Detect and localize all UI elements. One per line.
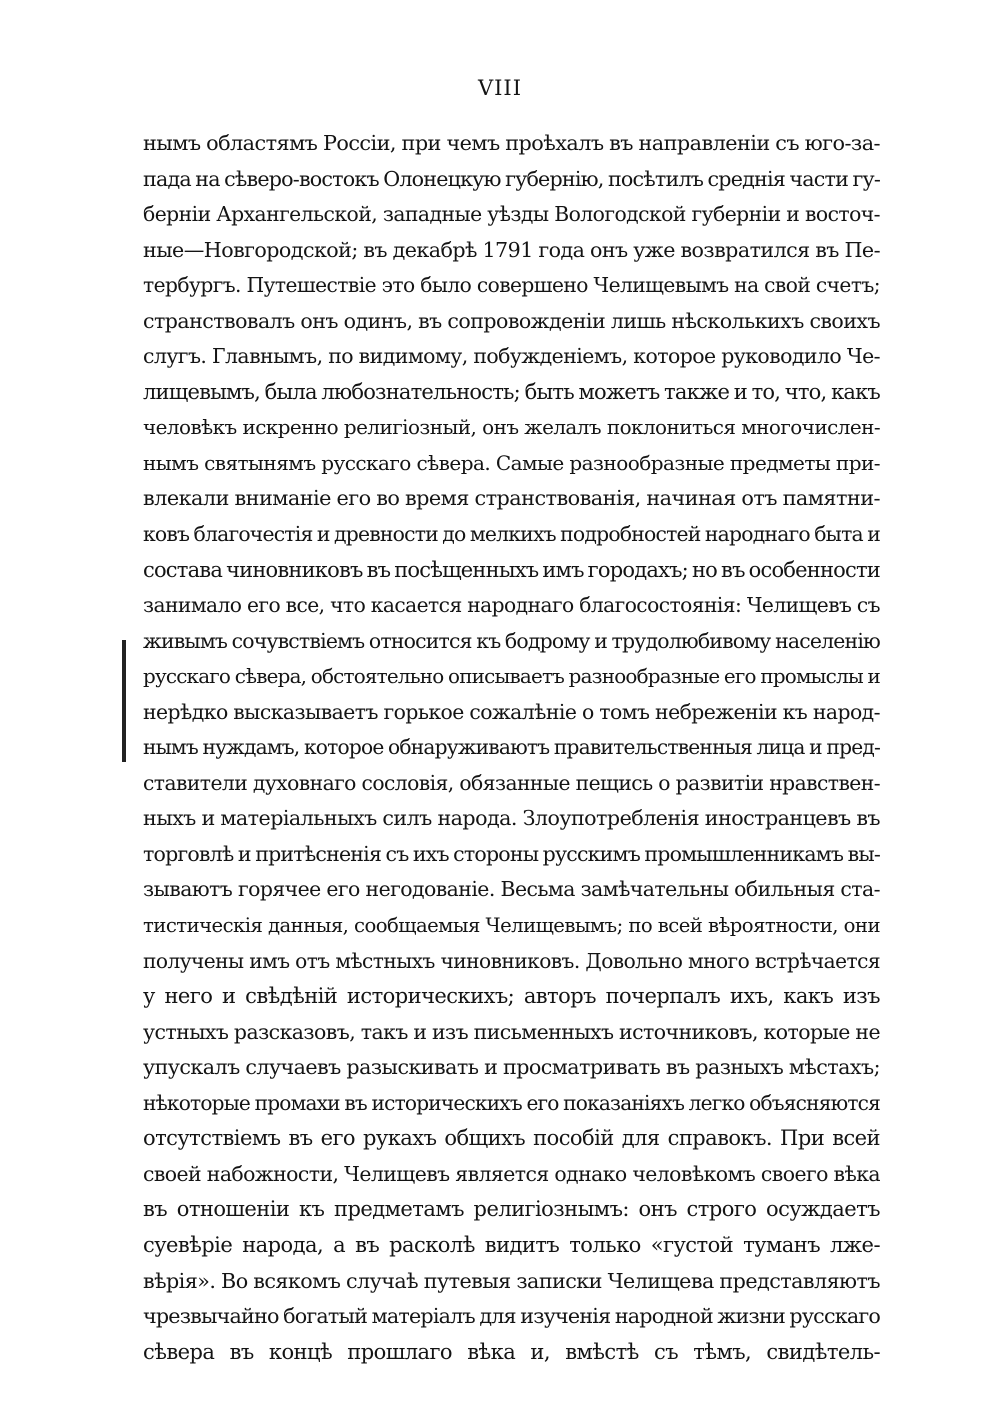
text-line: нымъ святынямъ русскаго сѣвера. Самые разнообразные предметы при- — [143, 450, 880, 475]
text-line: странствовалъ онъ одинъ, въ сопровожденіи лишь нѣсколькихъ своихъ — [143, 308, 880, 333]
text-line: упускалъ случаевъ разыскивать и просматривать въ разныхъ мѣстахъ; — [143, 1055, 880, 1080]
text-line: своей набожности, Челищевъ является однако человѣкомъ своего вѣка — [143, 1161, 880, 1186]
margin-mark — [122, 640, 126, 762]
text-line: нымъ областямъ Россіи, при чемъ проѣхалъ въ направленіи съ юго-за- — [143, 131, 880, 155]
text-line: состава чиновниковъ въ посѣщенныхъ имъ городахъ; но въ особенности — [143, 557, 880, 582]
text-line: устныхъ разсказовъ, такъ и изъ письменныхъ источниковъ, которые не — [143, 1019, 880, 1044]
text-line: тистическія данныя, сообщаемыя Челищевымъ; по всей вѣроятности, они — [143, 914, 880, 938]
text-line: торговлѣ и притѣсненія съ ихъ стороны русскимъ промышленникамъ вы- — [143, 841, 880, 866]
text-line: сѣвера въ концѣ прошлаго вѣка и, вмѣстѣ съ тѣмъ, свидѣтель- — [143, 1339, 880, 1364]
text-line: человѣкъ искренно религіозный, онъ желалъ поклониться многочислен- — [143, 415, 880, 440]
text-line: слугъ. Главнымъ, по видимому, побужденіемъ, которое руководило Че- — [143, 344, 880, 369]
text-line: нымъ нуждамъ, которое обнаруживаютъ правительственныя лица и пред- — [143, 735, 880, 760]
text-line: зываютъ горячее его негодованіе. Весьма замѣчательны обильныя ста- — [143, 877, 880, 902]
text-line: отсутствіемъ въ его рукахъ общихъ пособій для справокъ. При всей — [143, 1126, 880, 1151]
text-line: лищевымъ, была любознательность; быть можетъ также и то, что, какъ — [143, 379, 880, 404]
text-line: получены имъ отъ мѣстныхъ чиновниковъ. Довольно много встрѣчается — [143, 948, 880, 973]
text-line: вѣрія». Во всякомъ случаѣ путевыя записки Челищева представляютъ — [143, 1268, 880, 1293]
text-line: ковъ благочестія и древности до мелкихъ подробностей народнаго быта и — [143, 522, 880, 547]
text-line: чрезвычайно богатый матеріалъ для изученія народной жизни русскаго — [143, 1304, 880, 1329]
text-line: пада на сѣверо-востокъ Олонецкую губернію, посѣтилъ среднія части гу- — [143, 166, 880, 191]
body-text — [143, 126, 880, 1370]
text-line: суевѣріе народа, а въ расколѣ видитъ только «густой туманъ лже- — [143, 1232, 880, 1257]
text-line: живымъ сочувствіемъ относится къ бодрому и трудолюбивому населенію — [143, 628, 880, 653]
text-line: ные—Новгородской; въ декабрѣ 1791 года онъ уже возвратился въ Пе- — [143, 237, 880, 262]
text-line: нерѣдко высказываетъ горькое сожалѣніе о томъ небреженіи къ народ- — [143, 699, 880, 724]
text-line: занимало его все, что касается народнаго благосостоянія: Челищевъ съ — [143, 593, 880, 618]
text-line: русскаго сѣвера, обстоятельно описываетъ разнообразные его промыслы и — [143, 665, 880, 689]
text-line: ныхъ и матеріальныхъ силъ народа. Злоупотребленія иностранцевъ въ — [143, 806, 880, 831]
text-line: влекали вниманіе его во время странствованія, начиная отъ памятни- — [143, 486, 880, 511]
text-line: въ отношеніи къ предметамъ религіознымъ: онъ строго осуждаетъ — [143, 1197, 880, 1222]
page-number: VIII — [477, 76, 523, 100]
text-line: нѣкоторые промахи въ историческихъ его показаніяхъ легко объясняются — [143, 1090, 880, 1115]
text-line: ставители духовнаго сословія, обязанные пещись о развитіи нравствен- — [143, 770, 880, 795]
text-line: у него и свѣдѣній историческихъ; авторъ почерпалъ ихъ, какъ изъ — [143, 984, 880, 1009]
text-line: тербургъ. Путешествіе это было совершено Челищевымъ на свой счетъ; — [143, 273, 880, 298]
text-line: берніи Архангельской, западные уѣзды Вологодской губерніи и восточ- — [143, 202, 880, 227]
